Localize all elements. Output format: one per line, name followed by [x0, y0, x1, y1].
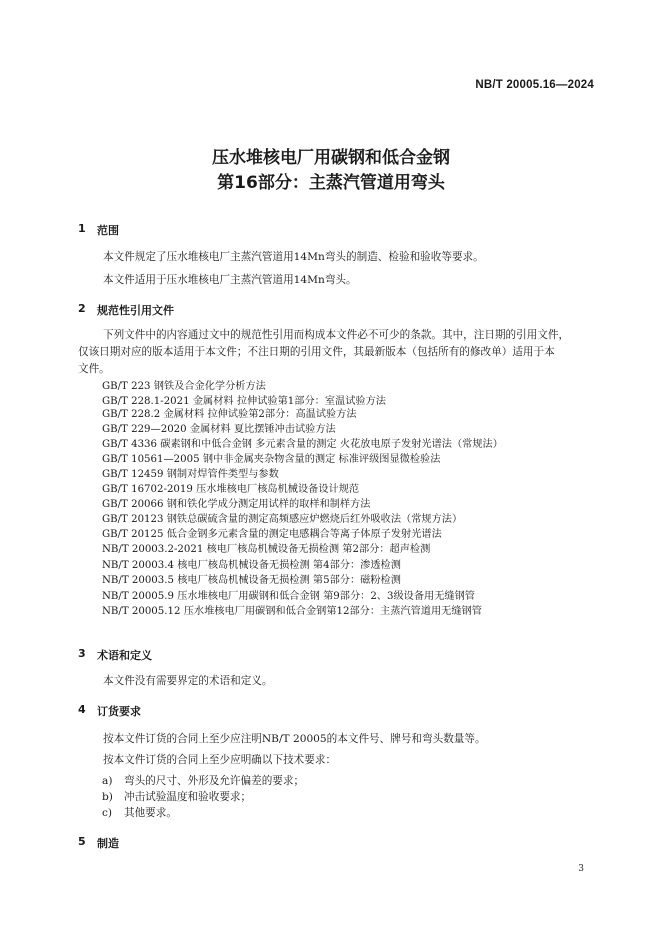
document-title-line1: 压水堆核电厂用碳钢和低合金钢 — [212, 148, 450, 168]
list-item — [102, 773, 304, 788]
list-item-text: 冲击试验温度和验收要求； — [124, 791, 252, 803]
reference-item: GB/T 20125 低合金钢多元素含量的测定电感耦合等离子体原子发射光谱法 — [102, 529, 442, 540]
reference-item: GB/T 12459 钢制对焊管件类型与参数 — [102, 469, 279, 480]
section-number: 3 — [78, 647, 86, 660]
paragraph: 仅该日期对应的版本适用于本文件；不注日期的引用文件，其最新版本（包括所有的修改单）适用于本 — [78, 346, 555, 358]
paragraph: 本文件规定了压水堆核电厂主蒸汽管道用14Mn弯头的制造、检验和验收等要求。 — [103, 251, 484, 263]
reference-item: GB/T 228.2 金属材料 拉伸试验第2部分：高温试验方法 — [102, 409, 357, 420]
list-item — [102, 789, 251, 804]
list-item-text: 弯头的尺寸、外形及允许偏差的要求； — [124, 775, 305, 787]
list-item — [102, 805, 177, 820]
reference-item: GB/T 229—2020 金属材料 夏比摆锤冲击试验方法 — [102, 424, 336, 435]
paragraph: 下列文件中的内容通过文中的规范性引用而构成本文件必不可少的条款。其中，注日期的引用文件， — [103, 329, 570, 341]
reference-item: GB/T 16702-2019 压水堆核电厂核岛机械设备设计规范 — [102, 484, 360, 495]
paragraph: 按本文件订货的合同上至少应注明NB/T 20005的本文件号、牌号和弯头数量等。 — [103, 733, 486, 745]
list-item-text: 其他要求。 — [124, 807, 177, 819]
reference-item: GB/T 228.1-2021 金属材料 拉伸试验第1部分：室温试验方法 — [102, 396, 386, 407]
list-marker: c) — [102, 807, 113, 819]
section-number: 2 — [78, 302, 86, 315]
reference-item: GB/T 20066 钢和铁化学成分测定用试样的取样和制样方法 — [102, 499, 371, 510]
paragraph: 本文件没有需要界定的术语和定义。 — [103, 675, 273, 687]
section-title: 制造 — [97, 837, 119, 850]
reference-item: NB/T 20003.4 核电厂核岛机械设备无损检测 第4部分：渗透检测 — [102, 560, 401, 571]
section-title: 订货要求 — [97, 705, 141, 718]
reference-item: GB/T 4336 碳素钢和中低合金钢 多元素含量的测定 火花放电原子发射光谱法（常规法） — [102, 439, 503, 450]
reference-item: NB/T 20003.5 核电厂核岛机械设备无损检测 第5部分：磁粉检测 — [102, 575, 401, 586]
paragraph: 文件。 — [78, 363, 110, 375]
reference-item: GB/T 10561—2005 钢中非金属夹杂物含量的测定 标准评级图显微检验法 — [102, 454, 441, 465]
document-title-line2: 第16部分：主蒸汽管道用弯头 — [217, 173, 445, 193]
reference-item: GB/T 20123 钢铁总碳硫含量的测定高频感应炉燃烧后红外吸收法（常规方法） — [102, 514, 463, 525]
page-number: 3 — [578, 864, 584, 874]
paragraph: 按本文件订货的合同上至少应明确以下技术要求： — [103, 754, 337, 766]
list-marker: a) — [102, 775, 113, 787]
reference-item: NB/T 20005.12 压水堆核电厂用碳钢和低合金钢第12部分：主蒸汽管道用无缝钢管 — [102, 606, 482, 617]
reference-item: NB/T 20003.2-2021 核电厂核岛机械设备无损检测 第2部分：超声检测 — [102, 544, 431, 555]
section-title: 规范性引用文件 — [97, 304, 174, 317]
list-marker: b) — [102, 791, 113, 803]
section-number: 5 — [78, 835, 86, 848]
section-title: 术语和定义 — [97, 649, 152, 662]
standard-code: NB/T 20005.16—2024 — [475, 79, 594, 91]
paragraph: 本文件适用于压水堆核电厂主蒸汽管道用14Mn弯头。 — [103, 274, 357, 286]
section-number: 4 — [78, 703, 86, 716]
reference-item: NB/T 20005.9 压水堆核电厂用碳钢和低合金钢 第9部分：2、3级设备用无缝钢管 — [102, 591, 475, 602]
section-title: 范围 — [97, 224, 119, 237]
section-number: 1 — [78, 222, 86, 235]
reference-item: GB/T 223 钢铁及合金化学分析方法 — [102, 381, 266, 392]
